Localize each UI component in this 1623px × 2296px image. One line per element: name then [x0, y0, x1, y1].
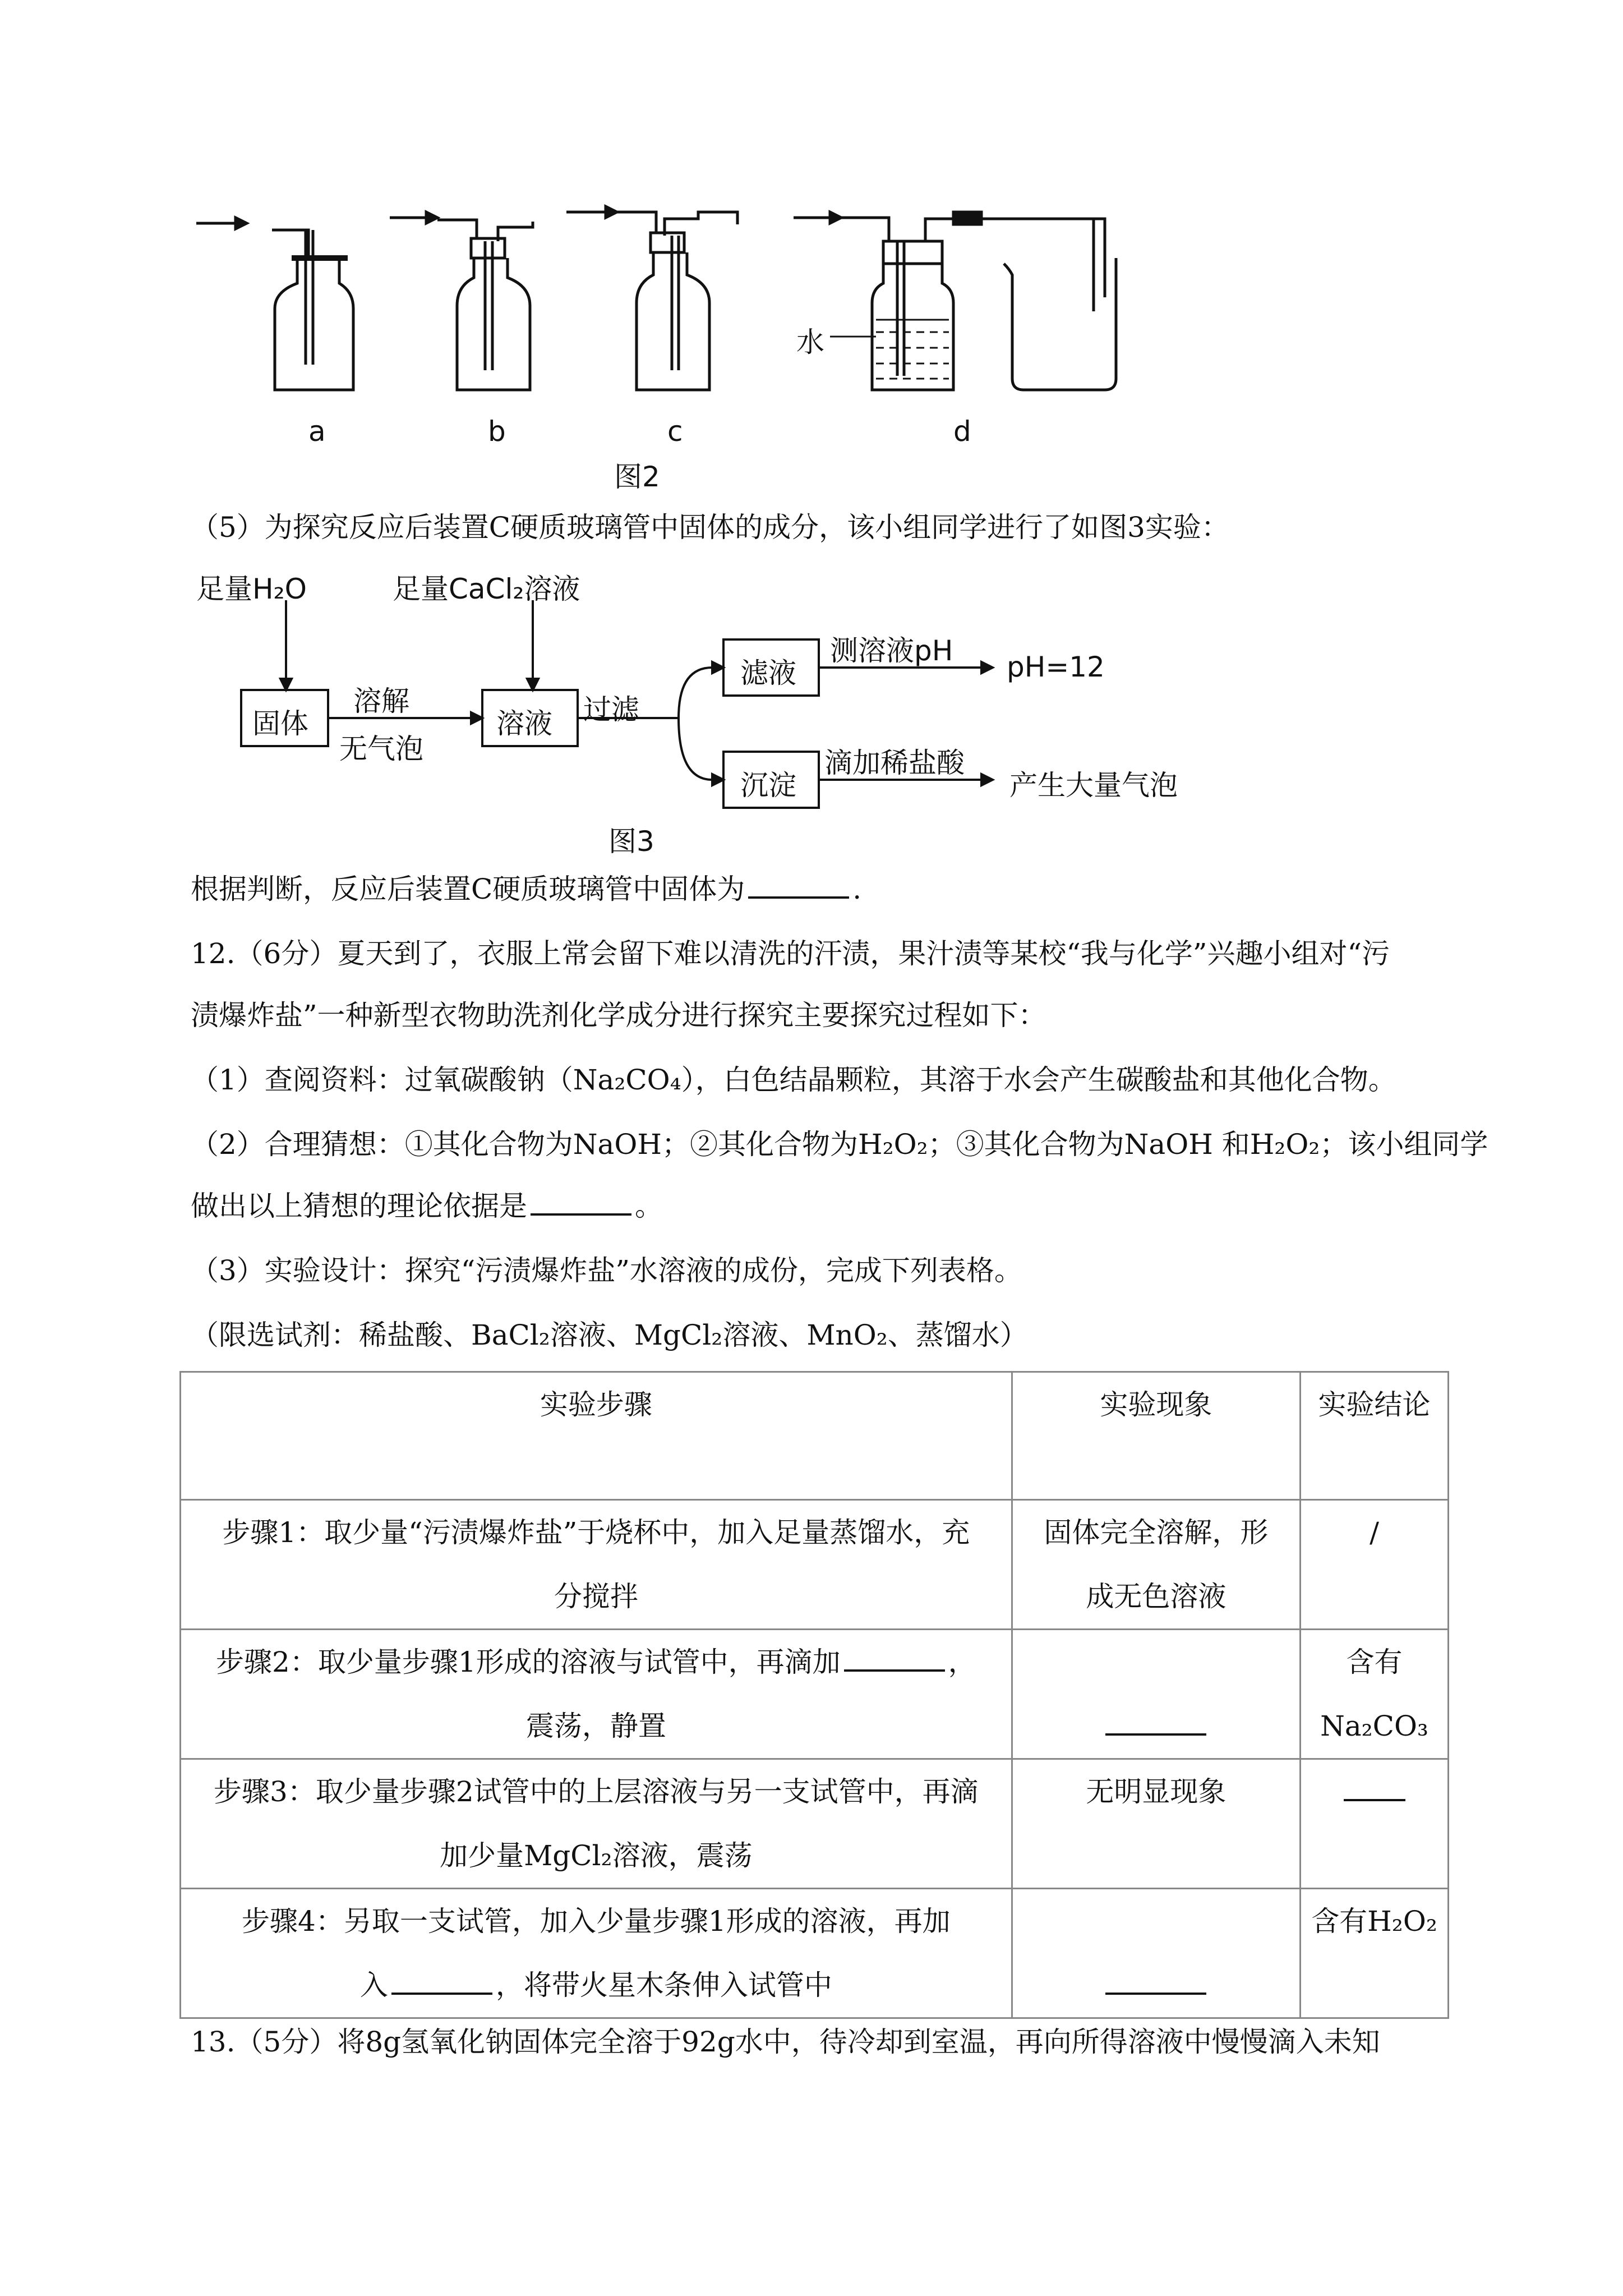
q12-line-2: 渍爆炸盐”一种新型衣物助洗剂化学成分进行探究主要探究过程如下： — [191, 999, 1046, 1032]
conclusion-2-line-a: 含有 — [1346, 1646, 1403, 1678]
step-2-reagent-blank[interactable] — [844, 1647, 945, 1672]
q13-text: 13.（5分）将8g氢氧化钠固体完全溶于92g水中，待冷却到室温，再向所得溶液中慢慢滴入未知 — [191, 2026, 1380, 2058]
fig3-filter-label: 过滤 — [583, 693, 639, 726]
fig2-label-d: d — [953, 415, 971, 448]
step-3-line-b: 加少量MgCl₂溶液，震荡 — [440, 1839, 753, 1872]
q12-p2-line-1: （2）合理猜想：①其化合物为NaOH；②其化合物为H₂O₂；③其化合物为NaOH 和H₂O₂；该小组同学 — [191, 1128, 1488, 1161]
step-4-reagent-blank[interactable] — [391, 1970, 492, 1995]
conclusion-prefix: 根据判断，反应后装置C硬质玻璃管中固体为 — [191, 873, 745, 905]
table-row — [181, 1500, 1449, 1630]
fig2-caption: 图2 — [614, 461, 660, 493]
q12-p3: （3）实验设计：探究“污渍爆炸盐”水溶液的成份，完成下列表格。 — [191, 1254, 1022, 1287]
q12-p1: （1）查阅资料：过氧碳酸钠（Na₂CO₄），白色结晶颗粒，其溶于水会产生碳酸盐和其他化合物。 — [191, 1064, 1396, 1096]
step-4-line-a: 步骤4：另取一支试管，加入少量步骤1形成的溶液，再加 — [242, 1905, 951, 1938]
answer-blank[interactable] — [748, 874, 849, 899]
table-row — [181, 1630, 1449, 1759]
phenomenon-3: 无明显现象 — [1012, 1759, 1300, 1889]
fig3-reagent-water: 足量H₂O — [196, 573, 307, 605]
table-header-row — [181, 1372, 1449, 1500]
figure-3-flowchart — [185, 555, 1251, 869]
conclusion-3-blank[interactable] — [1344, 1765, 1405, 1801]
conclusion-4: 含有H₂O₂ — [1301, 1889, 1449, 2018]
conclusion-2-line-b: Na₂CO₃ — [1320, 1710, 1428, 1742]
fig3-arrow-dissolve: 溶解 — [353, 685, 409, 717]
experiment-table — [179, 1371, 1449, 2019]
step-1-line-b: 分搅拌 — [554, 1580, 638, 1613]
fig3-caption: 图3 — [608, 825, 654, 858]
fig3-arrow-no-bubbles: 无气泡 — [339, 733, 423, 765]
fig2-water-label: 水 — [796, 326, 824, 358]
step-2-suffix: ， — [948, 1646, 976, 1678]
theory-basis-blank[interactable] — [531, 1191, 631, 1216]
fig3-box-precipitate: 沉淀 — [740, 769, 796, 802]
phenomenon-2-blank[interactable] — [1105, 1700, 1206, 1736]
fig2-label-a: a — [308, 415, 326, 448]
conclusion-suffix: . — [852, 873, 862, 905]
step-4-prefix: 入 — [359, 1969, 388, 2001]
header-phenomenon: 实验现象 — [1012, 1372, 1300, 1500]
fig2-label-c: c — [667, 415, 683, 448]
step-1-line-a: 步骤1：取少量“污渍爆炸盐”于烧杯中，加入足量蒸馏水，充 — [222, 1516, 970, 1549]
step-4-suffix: ，将带火星木条伸入试管中 — [495, 1969, 832, 2001]
q12-p2-suffix: 。 — [635, 1190, 663, 1222]
q12-p4: （限选试剂：稀盐酸、BaCl₂溶液、MgCl₂溶液、MnO₂、蒸馏水） — [191, 1319, 1028, 1351]
fig3-acid-add: 滴加稀盐酸 — [824, 747, 965, 779]
q12-p2-line-2 — [191, 1184, 663, 1224]
fig2-label-b: b — [488, 415, 506, 448]
q12-line-1: 12.（6分）夏天到了，衣服上常会留下难以清洗的汗渍，果汁渍等某校“我与化学”兴趣小组对“污 — [191, 937, 1390, 970]
phenomenon-1-line-a: 固体完全溶解，形 — [1044, 1516, 1269, 1549]
fig3-box-solid: 固体 — [252, 707, 308, 740]
step-2-line-a: 步骤2：取少量步骤1形成的溶液与试管中，再滴加 — [216, 1646, 841, 1678]
table-row — [181, 1889, 1449, 2018]
conclusion-line — [191, 867, 861, 907]
q12-p2-prefix: 做出以上猜想的理论依据是 — [191, 1190, 527, 1222]
table-row — [181, 1759, 1449, 1889]
fig3-box-solution: 溶液 — [496, 707, 552, 740]
step-3-line-a: 步骤3：取少量步骤2试管中的上层溶液与另一支试管中，再滴 — [214, 1775, 979, 1808]
fig3-reagent-cacl2: 足量CaCl₂溶液 — [393, 573, 580, 605]
fig3-ph-result: pH=12 — [1007, 651, 1105, 683]
header-steps: 实验步骤 — [181, 1372, 1012, 1500]
header-conclusion: 实验结论 — [1301, 1372, 1449, 1500]
step-2-line-b: 震荡，静置 — [525, 1710, 666, 1742]
figure-2-apparatus — [185, 185, 1150, 499]
conclusion-1: / — [1301, 1500, 1449, 1630]
fig3-box-filtrate: 滤液 — [740, 657, 796, 689]
fig3-ph-test: 测溶液pH — [830, 634, 953, 667]
q5-text: （5）为探究反应后装置C硬质玻璃管中固体的成分，该小组同学进行了如图3实验： — [191, 511, 1229, 544]
phenomenon-4-blank[interactable] — [1105, 1959, 1206, 1995]
fig3-gas-result: 产生大量气泡 — [1009, 769, 1178, 802]
phenomenon-1-line-b: 成无色溶液 — [1086, 1580, 1227, 1613]
